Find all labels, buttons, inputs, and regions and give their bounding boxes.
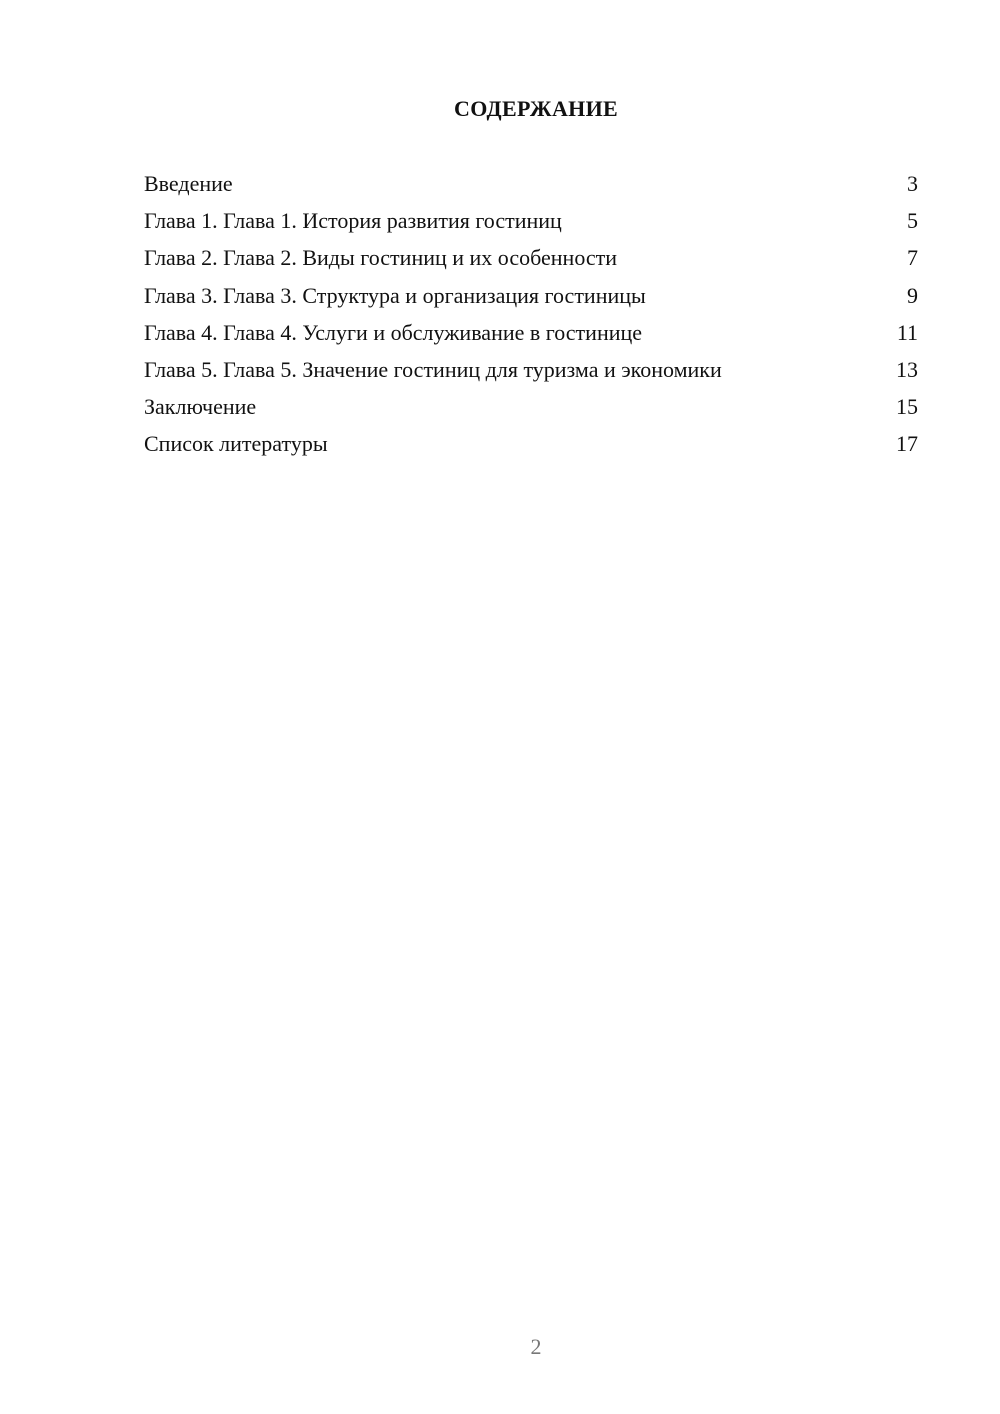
toc-entry-chapter-3[interactable] <box>144 280 918 317</box>
toc-entry-page: 13 <box>896 356 918 382</box>
toc-entry-label: Заключение <box>144 394 257 420</box>
toc-title: СОДЕРЖАНИЕ <box>454 96 618 121</box>
toc-entry-label: Введение <box>144 171 233 196</box>
toc-entry-chapter-5[interactable] <box>144 354 918 391</box>
toc-entry-conclusion[interactable] <box>144 391 918 428</box>
toc-entry-label: Глава 2. Глава 2. Виды гостиниц и их особенности <box>144 245 618 271</box>
toc-entry-introduction[interactable] <box>144 168 918 205</box>
toc-entry-page: 3 <box>907 171 918 196</box>
toc-entry-references[interactable] <box>144 428 918 465</box>
toc-entry-label: Список литературы <box>144 431 328 457</box>
toc-entry-page: 5 <box>907 208 918 234</box>
toc-entry-label: Глава 4. Глава 4. Услуги и обслуживание в гостинице <box>144 319 643 345</box>
toc-entry-label: Глава 1. Глава 1. История развития гостиниц <box>144 208 562 234</box>
toc-entry-label: Глава 3. Глава 3. Структура и организация гостиницы <box>144 282 646 308</box>
toc-entry-page: 7 <box>907 245 918 271</box>
toc-entry-page: 11 <box>896 319 918 345</box>
page-number: 2 <box>530 1334 542 1359</box>
table-of-contents <box>144 168 918 466</box>
toc-entry-page: 9 <box>907 282 918 308</box>
toc-entry-chapter-1[interactable] <box>144 205 918 242</box>
toc-entry-page: 15 <box>896 394 918 420</box>
toc-entry-label: Глава 5. Глава 5. Значение гостиниц для туризма и экономики <box>144 356 722 382</box>
toc-entry-chapter-2[interactable] <box>144 242 918 279</box>
toc-entry-chapter-4[interactable] <box>144 317 918 354</box>
toc-entry-page: 17 <box>896 431 918 457</box>
